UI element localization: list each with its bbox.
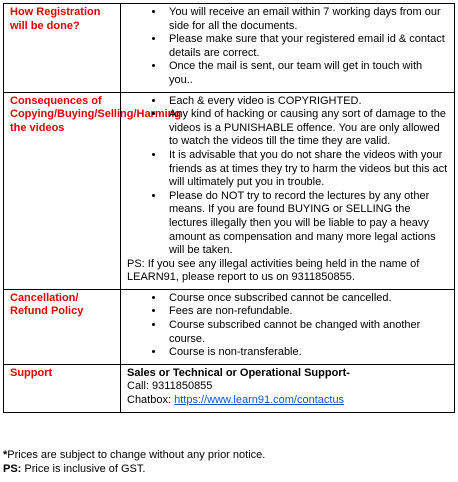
support-content — [121, 364, 455, 412]
table-row — [4, 92, 455, 289]
list-item: • Fees are non-refundable. — [165, 305, 448, 319]
list-item: • Course once subscribed cannot be cancelled. — [165, 292, 448, 306]
footer-notes — [3, 448, 265, 476]
cancellation-heading: Cancellation/ Refund Policy — [4, 289, 121, 364]
list-item: • Course is non-transferable. — [165, 346, 448, 360]
table-row — [4, 364, 455, 412]
consequences-content — [121, 92, 455, 289]
consequences-list — [127, 95, 448, 258]
prices-note-text: Prices are subject to change without any prior notice. — [7, 449, 266, 461]
prices-note — [3, 448, 265, 462]
consequences-heading — [4, 92, 182, 289]
list-item: • Course subscribed cannot be changed with another course. — [165, 319, 448, 346]
registration-heading: How Registration will be done? — [4, 4, 121, 93]
cancellation-list — [127, 292, 448, 360]
support-heading: Support — [4, 364, 121, 412]
list-item: • Once the mail is sent, our team will get in touch with you.. — [165, 60, 448, 87]
list-item: • You will receive an email within 7 working days from our side for all the documents. — [165, 6, 448, 33]
list-item: • Please do NOT try to record the lectures by any other means. If you are found BUYING or SELLING the lectures illegally then you will be liable to pay a heavy amount as compensation and many more legal actions will be taken. — [165, 190, 448, 258]
support-subtitle: Sales or Technical or Operational Support- — [127, 366, 350, 379]
list-item: • Each & every video is COPYRIGHTED. — [165, 95, 448, 109]
chatbox-label: Chatbox: — [127, 394, 175, 407]
consequences-heading-text: Consequences of Copying/Buying/Selling/Harming the videos — [10, 94, 182, 134]
contact-us-link[interactable]: https://www.learn91.com/contactus — [174, 394, 345, 407]
gst-note-text: Price is inclusive of GST. — [21, 463, 146, 475]
asterisk: * — [3, 449, 8, 461]
table-row — [4, 289, 455, 364]
gst-note — [3, 462, 265, 476]
list-item: • It is advisable that you do not share the videos with your friends as at times they try to harm the videos but this act will ultimately put you in trouble. — [165, 149, 448, 190]
list-item: • Any kind of hacking or causing any sort of damage to the videos is a PUNISHABLE offence. You are only allowed to watch the videos till the time they are valid. — [165, 108, 448, 149]
support-chatbox — [127, 394, 448, 408]
cancellation-content — [121, 289, 455, 364]
table-row — [4, 4, 455, 93]
list-item: • Please make sure that your registered email id & contact details are correct. — [165, 33, 448, 60]
support-call: Call: 9311850855 — [127, 380, 213, 393]
policy-table — [3, 3, 455, 413]
illegal-activity-note: PS: If you see any illegal activities being held in the name of LEARN91, please report to us on 9311850855. — [127, 257, 420, 284]
registration-list — [127, 6, 448, 88]
ps-label: PS: — [3, 463, 22, 475]
registration-content — [121, 4, 455, 93]
